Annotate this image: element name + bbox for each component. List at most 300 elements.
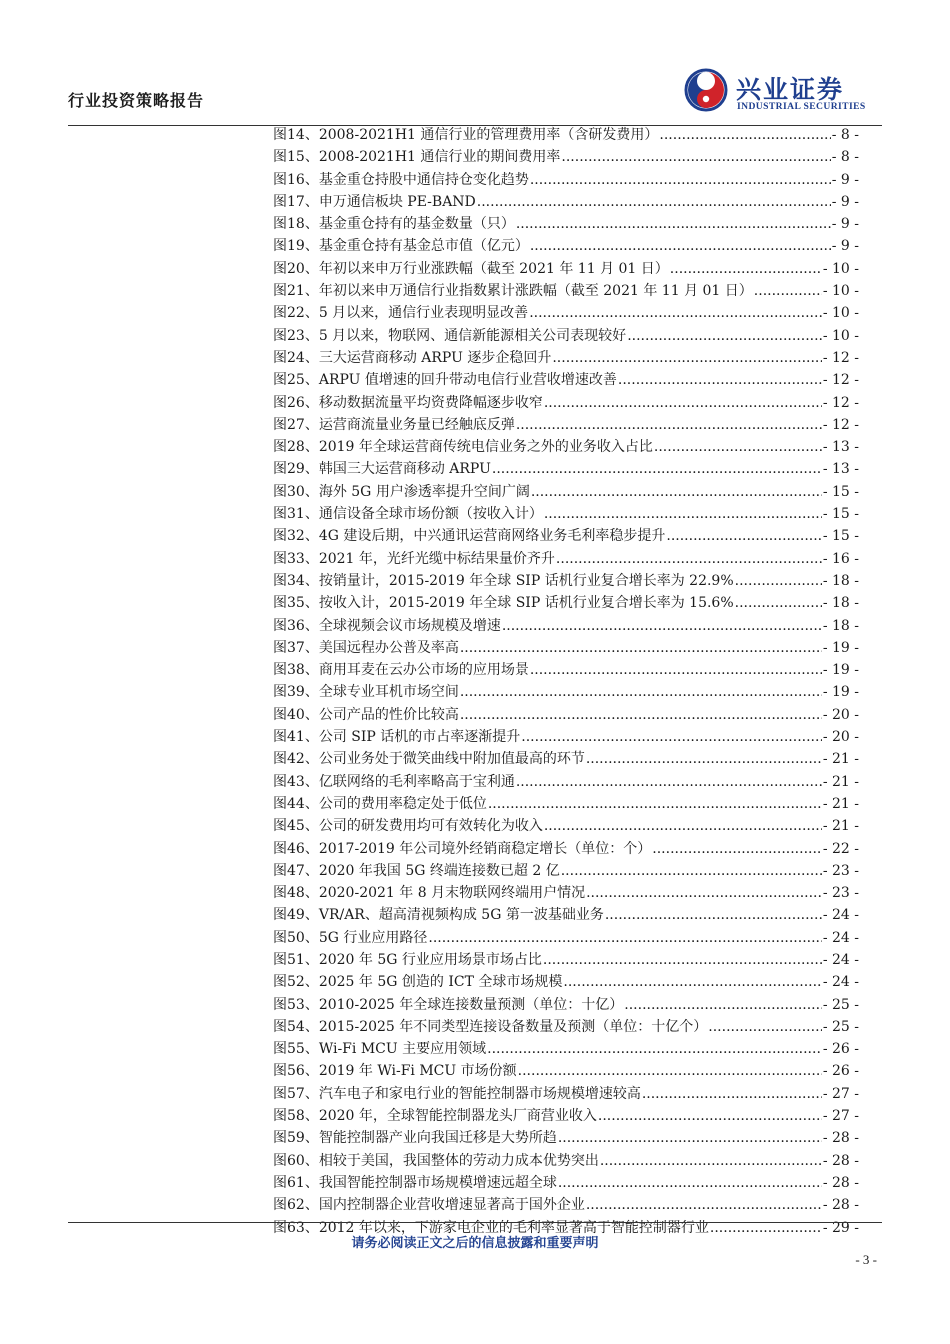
toc-entry-title: 全球专业耳机市场空间: [318, 684, 459, 701]
toc-entry-label: 图: [273, 483, 287, 500]
toc-entry-number: 57、: [287, 1085, 319, 1102]
toc-entry-label: 图: [273, 1197, 287, 1214]
toc-entry-page: - 12 -: [822, 416, 859, 433]
toc-entry-leader-dots: [544, 392, 822, 414]
toc-entry-label: 图: [273, 1063, 287, 1080]
toc-entry-title: 海外 5G 用户渗透率提升空间广阔: [318, 483, 530, 500]
toc-entry-number: 34、: [287, 572, 319, 589]
toc-entry-number: 37、: [287, 639, 319, 656]
toc-entry-label: 图: [273, 127, 287, 143]
toc-entry-page: - 26 -: [822, 1063, 859, 1080]
toc-entry-leader-dots: [492, 458, 822, 480]
toc-entry-page: - 19 -: [822, 662, 859, 679]
toc-entry-leader-dots: [666, 525, 821, 547]
toc-entry-label: 图: [273, 706, 287, 723]
toc-entry-page: - 12 -: [822, 394, 859, 411]
toc-entry-number: 50、: [287, 929, 319, 946]
toc-entry-leader-dots: [521, 726, 822, 748]
toc-entry-title: 公司的研发费用均可有效转化为收入: [318, 818, 543, 835]
toc-entry[interactable]: [273, 481, 859, 503]
toc-entry-page: - 10 -: [822, 305, 859, 322]
toc-entry-page: - 9 -: [831, 216, 859, 233]
toc-entry-title: 公司产品的性价比较高: [318, 706, 459, 723]
toc-entry-leader-dots: [670, 258, 822, 280]
toc-entry-leader-dots: [659, 124, 830, 146]
toc-entry-title: 美国远程办公普及率高: [318, 639, 459, 656]
toc-entry-page: - 10 -: [822, 283, 859, 300]
toc-entry-leader-dots: [654, 436, 822, 458]
toc-entry[interactable]: [273, 503, 859, 525]
toc-entry-page: - 28 -: [822, 1130, 859, 1147]
toc-entry[interactable]: [273, 994, 859, 1016]
toc-entry-title: 申万通信板块 PE-BAND: [318, 193, 476, 210]
toc-entry-leader-dots: [516, 213, 831, 235]
toc-entry[interactable]: [273, 191, 859, 213]
toc-entry-leader-dots: [516, 414, 822, 436]
toc-entry-number: 45、: [287, 818, 319, 835]
toc-entry-label: 图: [273, 885, 287, 902]
toc-entry-label: 图: [273, 1108, 287, 1125]
toc-entry-page: - 13 -: [822, 439, 859, 456]
toc-entry-title: 5G 行业应用路径: [318, 929, 428, 946]
toc-entry-number: 60、: [287, 1152, 319, 1169]
toc-entry-title: 基金重仓持有的基金数量（只）: [318, 216, 515, 233]
toc-entry-number: 49、: [287, 907, 319, 924]
toc-entry-page: - 19 -: [822, 639, 859, 656]
toc-entry-number: 29、: [287, 461, 319, 478]
toc-entry[interactable]: [273, 169, 859, 191]
footer-disclaimer: 请务必阅读正文之后的信息披露和重要声明: [351, 1236, 599, 1251]
toc-entry-page: - 18 -: [822, 617, 859, 634]
toc-entry-label: 图: [273, 349, 287, 366]
toc-entry[interactable]: [273, 347, 859, 369]
toc-entry[interactable]: [273, 1105, 859, 1127]
toc-entry-number: 25、: [287, 372, 319, 389]
toc-entry-title: 年初以来申万行业涨跌幅（截至 2021 年 11 月 01 日）: [318, 260, 669, 277]
toc-entry-label: 图: [273, 751, 287, 768]
toc-entry-page: - 12 -: [822, 372, 859, 389]
toc-entry-title: 2017-2019 年公司境外经销商稳定增长（单位：个）: [318, 840, 652, 857]
toc-entry[interactable]: [273, 280, 859, 302]
toc-entry-page: - 21 -: [822, 795, 859, 812]
toc-entry-page: - 8 -: [831, 149, 859, 166]
toc-entry-title: 2025 年 5G 创造的 ICT 全球市场规模: [318, 974, 563, 991]
toc-entry-title: 4G 建设后期，中兴通讯运营商网络业务毛利率稳步提升: [318, 528, 666, 545]
toc-entry-label: 图: [273, 461, 287, 478]
toc-entry[interactable]: [273, 882, 859, 904]
toc-entry-label: 图: [273, 795, 287, 812]
toc-entry-title: 5 月以来，物联网、通信新能源相关公司表现较好: [318, 327, 627, 344]
toc-entry[interactable]: [273, 704, 859, 726]
toc-entry[interactable]: [273, 592, 859, 614]
toc-entry-label: 图: [273, 394, 287, 411]
toc-entry[interactable]: [273, 771, 859, 793]
toc-entry-page: - 24 -: [822, 974, 859, 991]
toc-entry-number: 24、: [287, 349, 319, 366]
toc-entry-number: 28、: [287, 439, 319, 456]
toc-entry-label: 图: [273, 840, 287, 857]
toc-entry-page: - 24 -: [822, 907, 859, 924]
toc-entry-label: 图: [273, 929, 287, 946]
toc-entry-title: 5 月以来，通信行业表现明显改善: [318, 305, 529, 322]
toc-entry-number: 22、: [287, 305, 319, 322]
logo-english-name: INDUSTRIAL SECURITIES: [737, 101, 866, 112]
toc-entry-title: 年初以来申万通信行业指数累计涨跌幅（截至 2021 年 11 月 01 日）: [318, 283, 753, 300]
toc-entry-number: 19、: [287, 238, 319, 255]
toc-entry[interactable]: [273, 1016, 859, 1038]
toc-entry-leader-dots: [529, 302, 822, 324]
toc-entry-title: 基金重仓持有基金总市值（亿元）: [318, 238, 529, 255]
toc-entry-label: 图: [273, 327, 287, 344]
toc-entry[interactable]: [273, 1127, 859, 1149]
toc-entry-number: 17、: [287, 193, 319, 210]
toc-entry-leader-dots: [561, 860, 822, 882]
toc-entry-label: 图: [273, 572, 287, 589]
toc-entry-leader-dots: [600, 1150, 822, 1172]
toc-entry[interactable]: [273, 726, 859, 748]
toc-entry[interactable]: [273, 525, 859, 547]
toc-entry[interactable]: [273, 615, 859, 637]
toc-entry-leader-dots: [735, 592, 822, 614]
toc-entry-number: 27、: [287, 416, 319, 433]
toc-entry-number: 20、: [287, 260, 319, 277]
toc-entry-leader-dots: [460, 704, 822, 726]
toc-entry-page: - 26 -: [822, 1041, 859, 1058]
toc-entry[interactable]: [273, 302, 859, 324]
toc-entry-page: - 18 -: [822, 572, 859, 589]
toc-entry-number: 30、: [287, 483, 319, 500]
toc-entry[interactable]: [273, 838, 859, 860]
toc-entry[interactable]: [273, 548, 859, 570]
toc-entry-page: - 28 -: [822, 1174, 859, 1191]
toc-entry-number: 44、: [287, 795, 319, 812]
toc-entry-leader-dots: [556, 548, 822, 570]
toc-entry-label: 图: [273, 193, 287, 210]
toc-entry-leader-dots: [544, 815, 822, 837]
toc-entry-leader-dots: [558, 1127, 822, 1149]
toc-entry-title: 2020 年我国 5G 终端连接数已超 2 亿: [318, 862, 560, 879]
toc-entry-title: 基金重仓持股中通信持仓变化趋势: [318, 171, 529, 188]
toc-entry-title: 相较于美国，我国整体的劳动力成本优势突出: [318, 1152, 599, 1169]
toc-entry-number: 48、: [287, 885, 319, 902]
toc-entry-page: - 25 -: [822, 1018, 859, 1035]
toc-entry-title: 公司业务处于微笑曲线中附加值最高的环节: [318, 751, 585, 768]
toc-entry-title: 公司的费用率稳定处于低位: [318, 795, 487, 812]
toc-entry-label: 图: [273, 1152, 287, 1169]
toc-entry[interactable]: [273, 659, 859, 681]
toc-entry[interactable]: [273, 748, 859, 770]
toc-entry-leader-dots: [598, 1105, 822, 1127]
toc-entry-leader-dots: [530, 169, 831, 191]
toc-entry-label: 图: [273, 550, 287, 567]
toc-entry-leader-dots: [605, 904, 822, 926]
toc-entry-label: 图: [273, 149, 287, 166]
toc-entry-number: 14、: [287, 127, 319, 143]
toc-entry[interactable]: [273, 1194, 859, 1216]
toc-entry-label: 图: [273, 974, 287, 991]
toc-entry-page: - 21 -: [822, 818, 859, 835]
toc-entry-label: 图: [273, 996, 287, 1013]
toc-entry-title: ARPU 值增速的回升带动电信行业营收增速改善: [318, 372, 617, 389]
toc-entry-page: - 24 -: [822, 929, 859, 946]
toc-entry[interactable]: [273, 1172, 859, 1194]
toc-entry-number: 38、: [287, 662, 319, 679]
toc-entry-number: 40、: [287, 706, 319, 723]
toc-entry-label: 图: [273, 238, 287, 255]
toc-entry-page: - 23 -: [822, 885, 859, 902]
toc-entry[interactable]: [273, 971, 859, 993]
toc-entry-leader-dots: [544, 503, 822, 525]
toc-entry-page: - 21 -: [822, 773, 859, 790]
toc-entry-number: 26、: [287, 394, 319, 411]
toc-entry-leader-dots: [488, 793, 822, 815]
toc-entry-label: 图: [273, 305, 287, 322]
toc-entry-page: - 22 -: [822, 840, 859, 857]
toc-entry[interactable]: [273, 258, 859, 280]
toc-entry-page: - 23 -: [822, 862, 859, 879]
toc-entry-page: - 9 -: [831, 171, 859, 188]
toc-entry[interactable]: [273, 146, 859, 168]
toc-entry-leader-dots: [624, 994, 822, 1016]
toc-entry-leader-dots: [477, 191, 831, 213]
toc-entry-number: 54、: [287, 1018, 319, 1035]
toc-entry-number: 56、: [287, 1063, 319, 1080]
toc-entry[interactable]: [273, 325, 859, 347]
toc-entry[interactable]: [273, 458, 859, 480]
toc-entry-page: - 15 -: [822, 506, 859, 523]
toc-entry[interactable]: [273, 681, 859, 703]
toc-entry-leader-dots: [586, 748, 822, 770]
toc-entry-number: 63、: [287, 1219, 319, 1236]
toc-entry-page: - 18 -: [822, 595, 859, 612]
toc-entry-number: 21、: [287, 283, 319, 300]
toc-entry-number: 23、: [287, 327, 319, 344]
toc-entry-number: 39、: [287, 684, 319, 701]
toc-entry-label: 图: [273, 216, 287, 233]
toc-entry-label: 图: [273, 439, 287, 456]
toc-entry-title: VR/AR、超高清视频构成 5G 第一波基础业务: [318, 907, 604, 924]
toc-entry-label: 图: [273, 1130, 287, 1147]
page-number: - 3 -: [855, 1252, 877, 1267]
toc-entry-title: 移动数据流量平均资费降幅逐步收窄: [318, 394, 543, 411]
toc-entry-leader-dots: [428, 927, 821, 949]
toc-entry-leader-dots: [708, 1016, 822, 1038]
toc-entry-page: - 8 -: [831, 127, 859, 143]
toc-entry-label: 图: [273, 907, 287, 924]
toc-entry-page: - 10 -: [822, 260, 859, 277]
toc-entry[interactable]: [273, 213, 859, 235]
toc-entry[interactable]: [273, 235, 859, 257]
toc-entry-page: - 20 -: [822, 729, 859, 746]
company-logo: [684, 68, 884, 118]
toc-entry-title: 按收入计，2015-2019 年全球 SIP 话机行业复合增长率为 15.6%: [318, 595, 734, 612]
toc-entry-page: - 10 -: [822, 327, 859, 344]
toc-entry-number: 53、: [287, 996, 319, 1013]
toc-entry-title: 我国智能控制器市场规模增速远超全球: [318, 1174, 557, 1191]
toc-entry-number: 58、: [287, 1108, 319, 1125]
toc-entry-leader-dots: [518, 1060, 822, 1082]
toc-entry-label: 图: [273, 662, 287, 679]
logo-chinese-name: 兴业证券: [736, 75, 845, 104]
toc-entry-number: 43、: [287, 773, 319, 790]
toc-entry-label: 图: [273, 528, 287, 545]
toc-entry[interactable]: [273, 1060, 859, 1082]
toc-entry-label: 图: [273, 171, 287, 188]
toc-entry-leader-dots: [563, 971, 821, 993]
toc-entry-title: 智能控制器产业向我国迁移是大势所趋: [318, 1130, 557, 1147]
toc-entry-title: 全球视频会议市场规模及增速: [318, 617, 501, 634]
toc-entry-title: 2019 年 Wi-Fi MCU 市场份额: [318, 1063, 517, 1080]
toc-entry-title: 通信设备全球市场份额（按收入计）: [318, 506, 543, 523]
toc-entry-leader-dots: [530, 235, 831, 257]
toc-entry[interactable]: [273, 369, 859, 391]
toc-entry-number: 36、: [287, 617, 319, 634]
toc-entry-label: 图: [273, 283, 287, 300]
toc-entry-number: 18、: [287, 216, 319, 233]
toc-entry-page: - 29 -: [822, 1219, 859, 1236]
toc-entry-leader-dots: [552, 347, 821, 369]
toc-entry-number: 16、: [287, 171, 319, 188]
toc-entry-page: - 13 -: [822, 461, 859, 478]
toc-entry-page: - 12 -: [822, 349, 859, 366]
toc-entry-label: 图: [273, 1041, 287, 1058]
toc-entry[interactable]: [273, 392, 859, 414]
toc-entry-leader-dots: [627, 325, 822, 347]
toc-entry-leader-dots: [530, 659, 822, 681]
toc-entry-leader-dots: [460, 681, 822, 703]
toc-entry-page: - 25 -: [822, 996, 859, 1013]
toc-entry-number: 55、: [287, 1041, 319, 1058]
toc-entry-label: 图: [273, 617, 287, 634]
toc-entry-leader-dots: [460, 637, 822, 659]
toc-entry-label: 图: [273, 951, 287, 968]
toc-entry-page: - 27 -: [822, 1108, 859, 1125]
toc-entry-label: 图: [273, 639, 287, 656]
figure-list-toc: [273, 124, 859, 1239]
toc-entry-page: - 28 -: [822, 1197, 859, 1214]
toc-entry-leader-dots: [642, 1083, 822, 1105]
toc-entry-leader-dots: [586, 1194, 822, 1216]
toc-entry-label: 图: [273, 773, 287, 790]
toc-entry-label: 图: [273, 862, 287, 879]
toc-entry-number: 61、: [287, 1174, 319, 1191]
toc-entry[interactable]: [273, 436, 859, 458]
toc-entry-title: 2020-2021 年 8 月末物联网终端用户情况: [318, 885, 586, 902]
toc-entry-title: 韩国三大运营商移动 ARPU: [318, 461, 491, 478]
toc-entry-page: - 20 -: [822, 706, 859, 723]
toc-entry-leader-dots: [516, 771, 822, 793]
toc-entry-title: 按销量计，2015-2019 年全球 SIP 话机行业复合增长率为 22.9%: [318, 572, 734, 589]
toc-entry-title: 商用耳麦在云办公市场的应用场景: [318, 662, 529, 679]
toc-entry-title: 运营商流量业务量已经触底反弹: [318, 416, 515, 433]
toc-entry-title: 公司 SIP 话机的市占率逐渐提升: [318, 729, 521, 746]
toc-entry[interactable]: [273, 1083, 859, 1105]
toc-entry-title: 2008-2021H1 通信行业的管理费用率（含研发费用）: [318, 127, 659, 143]
toc-entry[interactable]: [273, 927, 859, 949]
toc-entry-number: 51、: [287, 951, 319, 968]
toc-entry-page: - 28 -: [822, 1152, 859, 1169]
toc-entry[interactable]: [273, 793, 859, 815]
toc-entry-leader-dots: [531, 481, 822, 503]
toc-entry[interactable]: [273, 414, 859, 436]
toc-entry-leader-dots: [543, 949, 822, 971]
toc-entry[interactable]: [273, 815, 859, 837]
toc-entry-page: - 21 -: [822, 751, 859, 768]
toc-entry-leader-dots: [735, 570, 822, 592]
toc-entry-title: 2021 年，光纤光缆中标结果量价齐升: [318, 550, 555, 567]
toc-entry-label: 图: [273, 818, 287, 835]
toc-entry-label: 图: [273, 372, 287, 389]
toc-entry-title: 2008-2021H1 通信行业的期间费用率: [318, 149, 561, 166]
toc-entry-page: - 16 -: [822, 550, 859, 567]
toc-entry-label: 图: [273, 416, 287, 433]
toc-entry[interactable]: [273, 949, 859, 971]
toc-entry-page: - 27 -: [822, 1085, 859, 1102]
toc-entry[interactable]: [273, 637, 859, 659]
company-logo-mark-icon: [684, 68, 728, 112]
toc-entry-number: 15、: [287, 149, 319, 166]
toc-entry-label: 图: [273, 260, 287, 277]
toc-entry[interactable]: [273, 570, 859, 592]
toc-entry-label: 图: [273, 1085, 287, 1102]
toc-entry-page: - 19 -: [822, 684, 859, 701]
toc-entry-leader-dots: [586, 882, 822, 904]
toc-entry[interactable]: [273, 860, 859, 882]
toc-entry-title: 2012 年以来，下游家电企业的毛利率显著高于智能控制器行业: [318, 1219, 709, 1236]
toc-entry[interactable]: [273, 1150, 859, 1172]
toc-entry-page: - 15 -: [822, 528, 859, 545]
toc-entry-number: 41、: [287, 729, 319, 746]
toc-entry-label: 图: [273, 684, 287, 701]
toc-entry-title: 2020 年 5G 行业应用场景市场占比: [318, 951, 542, 968]
toc-entry-number: 42、: [287, 751, 319, 768]
toc-entry-label: 图: [273, 506, 287, 523]
footer-divider: [68, 1222, 882, 1223]
toc-entry-title: 2019 年全球运营商传统电信业务之外的业务收入占比: [318, 439, 653, 456]
toc-entry-leader-dots: [487, 1038, 822, 1060]
toc-entry-page: - 24 -: [822, 951, 859, 968]
toc-entry-title: Wi-Fi MCU 主要应用领域: [318, 1041, 487, 1058]
toc-entry-number: 32、: [287, 528, 319, 545]
toc-entry-number: 31、: [287, 506, 319, 523]
toc-entry-label: 图: [273, 1018, 287, 1035]
toc-entry-number: 52、: [287, 974, 319, 991]
toc-entry[interactable]: [273, 1038, 859, 1060]
toc-entry-title: 国内控制器企业营收增速显著高于国外企业: [318, 1197, 585, 1214]
toc-entry-title: 2015-2025 年不同类型连接设备数量及预测（单位：十亿个）: [318, 1018, 708, 1035]
toc-entry-leader-dots: [561, 146, 830, 168]
toc-entry-title: 汽车电子和家电行业的智能控制器市场规模增速较高: [318, 1085, 641, 1102]
toc-entry-label: 图: [273, 595, 287, 612]
toc-entry-page: - 9 -: [831, 193, 859, 210]
report-category-title: 行业投资策略报告: [68, 91, 205, 110]
toc-entry[interactable]: [273, 124, 859, 146]
toc-entry-number: 35、: [287, 595, 319, 612]
toc-entry[interactable]: [273, 904, 859, 926]
toc-entry-label: 图: [273, 1219, 287, 1236]
toc-entry-page: - 15 -: [822, 483, 859, 500]
toc-entry-number: 59、: [287, 1130, 319, 1147]
toc-entry-title: 2020 年，全球智能控制器龙头厂商营业收入: [318, 1108, 597, 1125]
toc-entry-leader-dots: [618, 369, 822, 391]
toc-entry-leader-dots: [754, 280, 822, 302]
toc-entry-leader-dots: [502, 615, 822, 637]
toc-entry-number: 62、: [287, 1197, 319, 1214]
toc-entry-number: 47、: [287, 862, 319, 879]
toc-entry-title: 亿联网络的毛利率略高于宝利通: [318, 773, 515, 790]
toc-entry-page: - 9 -: [831, 238, 859, 255]
toc-entry-label: 图: [273, 1174, 287, 1191]
